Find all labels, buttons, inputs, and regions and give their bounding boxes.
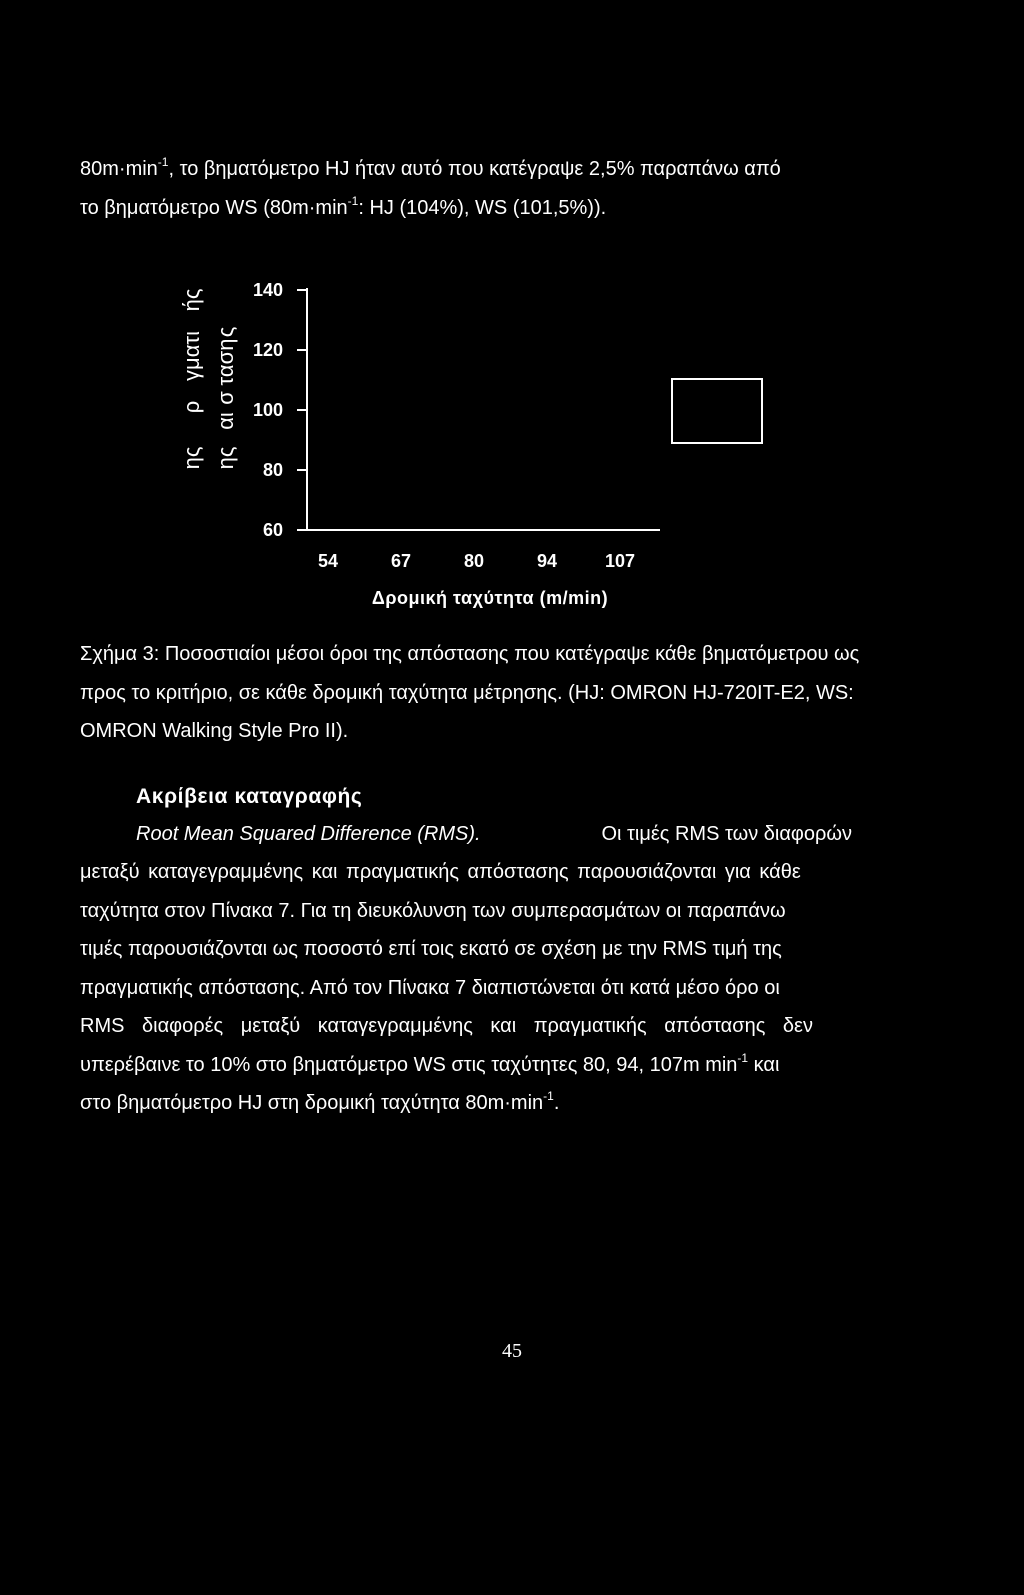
italic-lead: Root Mean Squared Difference (RMS).: [136, 823, 481, 845]
intro-text: : HJ (104%), WS (101,5%)).: [358, 197, 607, 219]
paragraph-line-5: πραγματικής απόστασης. Από τον Πίνακα 7 διαπιστώνεται ότι κατά μέσο όρο οι: [80, 977, 780, 999]
paragraph-line-1: [136, 822, 852, 846]
y-tick-labels: [253, 280, 307, 540]
x-tick-label: 94: [536, 551, 558, 571]
paragraph-line-2: μεταξύ καταγεγραμμένης και πραγματικής απόστασης παρουσιάζονται για κάθε: [80, 861, 801, 883]
section-heading: Ακρίβεια καταγραφής: [136, 785, 363, 808]
y-axis-label-fragment: γματι: [179, 331, 204, 381]
y-axis-label-fragment: αι: [213, 412, 238, 430]
x-axis-title: Δρομική ταχύτητα (m/min): [371, 588, 609, 608]
y-tick-label: 60: [262, 520, 283, 540]
y-tick-label: 100: [252, 400, 283, 420]
paragraph-line-4: τιμές παρουσιάζονται ως ποσοστό επί τοις εκατό σε σχέση με την RMS τιμή της: [80, 938, 782, 960]
y-tick-label: 120: [252, 340, 283, 360]
paragraph-line-3: ταχύτητα στον Πίνακα 7. Για τη διευκόλυνση των συμπερασμάτων οι παραπάνω: [80, 900, 786, 922]
x-tick-label: 67: [390, 551, 412, 571]
intro-text: , το βηματόμετρο HJ ήταν αυτό που κατέγραψε 2,5% παραπάνω από: [168, 158, 781, 180]
paragraph-text: και: [748, 1054, 780, 1076]
y-axis-label-fragment: ής: [179, 288, 204, 312]
chart: [0, 270, 1024, 620]
figure-caption-line-1: Σχήμα 3: Ποσοστιαίοι μέσοι όροι της απόστασης που κατέγραψε κάθε βηματόμετρου ως: [80, 643, 860, 665]
paragraph-text: .: [553, 1092, 560, 1114]
intro-line-1: [80, 157, 781, 181]
intro-text: 80m·min: [80, 158, 158, 180]
superscript: -1: [347, 194, 359, 208]
page-number: 45: [502, 1340, 522, 1362]
superscript: -1: [543, 1089, 554, 1103]
paragraph-line-7: [80, 1053, 779, 1077]
intro-line-2: [80, 196, 606, 220]
paragraph-text: στο βηματόμετρο HJ στη δρομική ταχύτητα 80m·min: [80, 1092, 544, 1114]
y-axis-label-fragment: σ: [213, 391, 238, 405]
paragraph-text: Οι τιμές RMS των διαφορών: [601, 823, 852, 845]
y-tick-label: 140: [252, 280, 283, 300]
intro-text: το βηματόμετρο WS (80m·min: [80, 197, 348, 219]
x-tick-label: 107: [604, 551, 636, 571]
y-axis-label: [179, 289, 238, 470]
x-tick-labels: [318, 551, 635, 571]
paragraph-line-8: [80, 1091, 559, 1115]
y-tick-label: 80: [262, 460, 283, 480]
y-axis-label-fragment: ρ: [179, 400, 204, 414]
figure-caption-line-3: OMRON Walking Style Pro II).: [80, 720, 349, 742]
x-tick-label: 54: [317, 551, 339, 571]
y-axis-label-fragment: ς: [213, 326, 238, 338]
superscript: -1: [157, 155, 169, 169]
y-axis-label-fragment: ης: [213, 446, 238, 470]
x-tick-label: 80: [463, 551, 485, 571]
legend-box: [672, 379, 762, 443]
y-axis-label-fragment: ταση: [213, 338, 238, 386]
figure-caption-line-2: προς το κριτήριο, σε κάθε δρομική ταχύτητα μέτρησης. (HJ: OMRON HJ-720IT-E2, WS:: [80, 682, 854, 704]
superscript: -1: [737, 1051, 749, 1065]
paragraph-line-6: RMS διαφορές μεταξύ καταγεγραμμένης και πραγματικής απόστασης δεν: [80, 1015, 813, 1037]
y-axis-label-fragment: ης: [179, 446, 204, 470]
paragraph-text: υπερέβαινε το 10% στο βηματόμετρο WS στις ταχύτητες 80, 94, 107m min: [80, 1054, 738, 1076]
